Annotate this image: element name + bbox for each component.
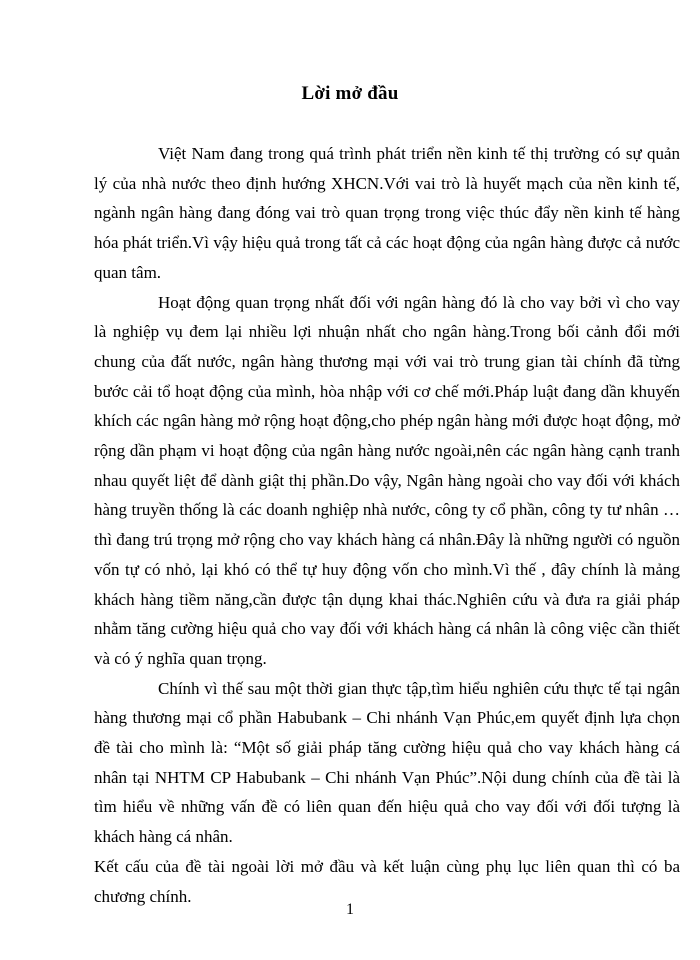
paragraph-lending-context: Hoạt động quan trọng nhất đối với ngân hàng đó là cho vay bởi vì cho vay là nghiệp vụ đem lại nhiều lợi nhuận nhất cho ngân hàng.Trong bối cảnh đổi mới chung của đất nước, ngân hàng thương mại với vai trò trung gian tài chính đã từng bước cải tổ hoạt động của mình, hòa nhập với cơ chế mới.Pháp luật đang dần khuyến khích các ngân hàng mở rộng hoạt động,cho phép ngân hàng mới được hoạt động, mở rộng dần phạm vi hoạt động của ngân hàng nước ngoài,nên các ngân hàng cạnh tranh nhau quyết liệt để dành giật thị phần.Do vậy, Ngân hàng ngoài cho vay đối với khách hàng truyền thống là các doanh nghiệp nhà nước, công ty cổ phần, công ty tư nhân …thì đang trú trọng mở rộng cho vay khách hàng cá nhân.Đây là những người có nguồn vốn tự có nhỏ, lại khó có thể tự huy động vốn cho mình.Vì thế , đây chính là mảng khách hàng tiềm năng,cần được tận dụng khai thác.Nghiên cứu và đưa ra giải pháp nhằm tăng cường hiệu quả cho vay đối với khách hàng cá nhân là công việc cần thiết và có ý nghĩa quan trọng.: [94, 292, 680, 668]
document-body: [94, 139, 680, 911]
page-number: 1: [346, 901, 354, 918]
paragraph-intro: Việt Nam đang trong quá trình phát triển nền kinh tế thị trường có sự quản lý của nhà nước theo định hướng XHCN.Với vai trò là huyết mạch của nền kinh tế, ngành ngân hàng đang đóng vai trò quan trọng trong việc thúc đẩy nền kinh tế hàng hóa phát triển.Vì vậy hiệu quả trong tất cả các hoạt động của ngân hàng được cả nước quan tâm.: [94, 144, 680, 282]
paragraph-topic-choice: Chính vì thế sau một thời gian thực tập,tìm hiểu nghiên cứu thực tế tại ngân hàng thương mại cổ phần Habubank – Chi nhánh Vạn Phúc,em quyết định lựa chọn đề tài cho mình là: “Một số giải pháp tăng cường hiệu quả cho vay khách hàng cá nhân tại NHTM CP Habubank – Chi nhánh Vạn Phúc”.Nội dung chính của đề tài là tìm hiểu về những vấn đề có liên quan đến hiệu quả cho vay đối với đối tượng là khách hàng cá nhân.: [94, 678, 680, 847]
document-title: Lời mở đầu: [301, 83, 399, 104]
paragraph-structure: Kết cấu của đề tài ngoài lời mở đầu và kết luận cùng phụ lục liên quan thì có ba chương chính.: [94, 856, 680, 906]
